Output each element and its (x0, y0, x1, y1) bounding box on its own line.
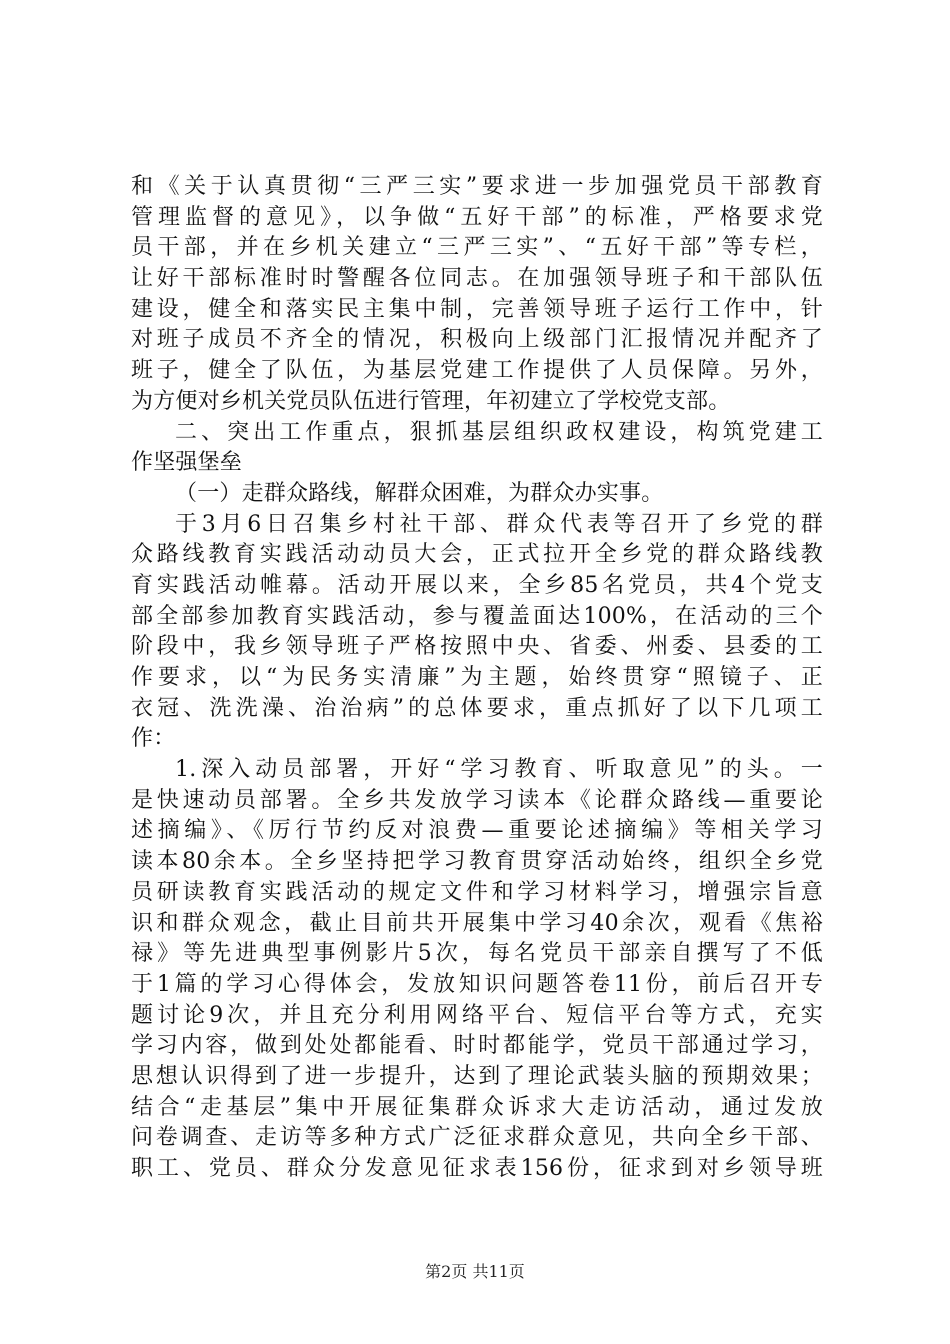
text-line: 让好干部标准时时警醒各位同志。在加强领导班子和干部队伍 (131, 266, 823, 292)
text-line: 题讨论9次，并且充分利用网络平台、短信平台等方式，充实 (131, 1002, 823, 1028)
text-line: 述摘编》、《厉行节约反对浪费—重要论述摘编》等相关学习 (131, 818, 823, 844)
text-line: 阶段中，我乡领导班子严格按照中央、省委、州委、县委的工 (131, 634, 823, 660)
text-line: 识和群众观念，截止目前共开展集中学习40余次，观看《焦裕 (131, 910, 823, 936)
text-line: 部全部参加教育实践活动，参与覆盖面达100%，在活动的三个 (131, 603, 823, 629)
text-line: 员研读教育实践活动的规定文件和学习材料学习，增强宗旨意 (131, 879, 823, 905)
text-line: 禄》等先进典型事例影片5次，每名党员干部亲自撰写了不低 (131, 941, 823, 967)
text-line: 作： (131, 726, 176, 752)
text-line: 1.深入动员部署，开好“学习教育、听取意见”的头。一 (175, 757, 823, 783)
text-line: 作要求，以“为民务实清廉”为主题，始终贯穿“照镜子、正 (131, 665, 823, 690)
text-line: 作坚强堡垒 (131, 450, 243, 476)
text-line: 读本80余本。全乡坚持把学习教育贯穿活动始终，组织全乡党 (131, 849, 823, 875)
text-line: 是快速动员部署。全乡共发放学习读本《论群众路线—重要论 (131, 787, 823, 813)
text-line: 职工、党员、群众分发意见征求表156份，征求到对乡领导班 (131, 1156, 823, 1181)
text-line: 和《关于认真贯彻“三严三实”要求进一步加强党员干部教育 (131, 174, 823, 199)
text-line: 衣冠、洗洗澡、治治病”的总体要求，重点抓好了以下几项工 (131, 695, 823, 721)
text-line: 于1篇的学习心得体会，发放知识问题答卷11份，前后召开专 (131, 971, 823, 997)
text-line: 思想认识得到了进一步提升，达到了理论武装头脑的预期效果； (131, 1063, 823, 1089)
text-line: 于3月6日召集乡村社干部、群众代表等召开了乡党的群 (175, 511, 823, 537)
text-line: 结合“走基层”集中开展征集群众诉求大走访活动，通过发放 (131, 1094, 823, 1120)
text-line: 建设，健全和落实民主集中制，完善领导班子运行工作中，针 (131, 296, 823, 322)
document-body (131, 172, 823, 1185)
text-line: 问卷调查、走访等多种方式广泛征求群众意见，共向全乡干部、 (131, 1125, 823, 1151)
text-line: 育实践活动帷幕。活动开展以来，全乡85名党员，共4个党支 (131, 572, 823, 598)
text-line: 为方便对乡机关党员队伍进行管理，年初建立了学校党支部。 (131, 388, 731, 414)
page-footer: 第2页 共11页 (425, 1262, 525, 1281)
text-line: 管理监督的意见》，以争做“五好干部”的标准，严格要求党 (131, 204, 823, 230)
text-line: 对班子成员不齐全的情况，积极向上级部门汇报情况并配齐了 (131, 327, 823, 353)
text-line: 员干部，并在乡机关建立“三严三实”、“五好干部”等专栏， (131, 235, 823, 261)
text-line: 众路线教育实践活动动员大会，正式拉开全乡党的群众路线教 (131, 542, 823, 568)
text-line: （一）走群众路线，解群众困难，为群众办实事。 (175, 480, 664, 506)
text-line: 学习内容，做到处处都能看、时时都能学，党员干部通过学习， (131, 1033, 823, 1059)
text-line: 班子，健全了队伍，为基层党建工作提供了人员保障。另外， (131, 358, 823, 384)
text-line: 二、突出工作重点，狠抓基层组织政权建设，构筑党建工 (175, 419, 823, 445)
